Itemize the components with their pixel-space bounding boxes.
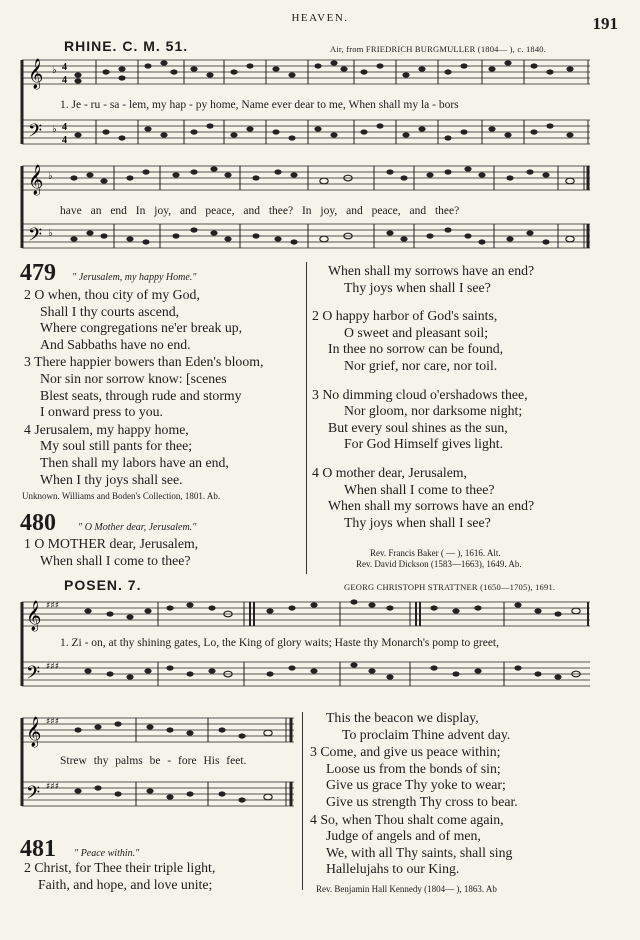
- verse-3: [312, 386, 534, 453]
- hymn-479-right-column: [312, 263, 535, 531]
- verse-line: This the beacon we display,: [326, 710, 479, 725]
- verse-line: 4 Jerusalem, my happy home,: [24, 421, 189, 437]
- verse-line: Judge of angels and of men,: [326, 828, 481, 844]
- svg-text:𝄢: 𝄢: [28, 121, 43, 146]
- verse-line: Hallelujahs to our King.: [326, 861, 460, 877]
- verse-line: Nor grief, nor care, nor toil.: [344, 357, 498, 373]
- verse-line: Give us grace Thy yoke to wear;: [326, 777, 506, 793]
- svg-text:♭: ♭: [48, 228, 53, 239]
- hymn-479-credit-dickson: Rev. David Dickson (1583—1663), 1649. Ab.: [356, 559, 522, 569]
- verse-3: [24, 354, 263, 420]
- tune-title-rhine: RHINE. C. M. 51.: [64, 38, 189, 54]
- music-system-4: [18, 710, 298, 826]
- verse-line: When I thy joys shall see.: [40, 471, 183, 487]
- verse-line: But every soul shines as the sun,: [328, 419, 508, 435]
- column-divider-2: [302, 712, 303, 890]
- lyrics-posen-line1: 1. Zi - on, at thy shining gates, Lo, the King of glory waits; Haste thy Monarch's pomp to greet,: [60, 637, 499, 649]
- verse-line: 2 O happy harbor of God's saints,: [312, 308, 498, 324]
- verse-line: When shall I come to thee?: [344, 481, 495, 497]
- hymn-481-heading: [20, 836, 139, 863]
- svg-text:♭: ♭: [48, 171, 53, 182]
- composer-name: FRIEDRICH BURGMULLER: [365, 44, 476, 54]
- verse-1-continued: [328, 263, 534, 296]
- hymn-480-heading: [20, 510, 196, 537]
- verse-line: 1 O MOTHER dear, Jerusalem,: [24, 536, 199, 551]
- verse-3: [310, 744, 518, 810]
- verse-4: [24, 422, 263, 488]
- hymn-480-verse-1: [24, 536, 198, 569]
- verse-line: When shall I come to thee?: [40, 552, 191, 568]
- verse-line: When shall my sorrows have an end?: [328, 498, 535, 514]
- lyrics-rhine-line1: 1. Je - ru - sa - lem, my hap - py home, Name ever dear to me, When shall my la - bors: [60, 99, 459, 111]
- svg-text:𝄞: 𝄞: [28, 59, 44, 89]
- verse-line: 2 O when, thou city of my God,: [24, 287, 200, 302]
- svg-text:♭: ♭: [52, 124, 57, 135]
- verse-line: Loose us from the bonds of sin;: [326, 760, 501, 776]
- verse-line: 3 Come, and give us peace within;: [310, 744, 501, 760]
- verse-line: Give us strength Thy cross to bear.: [326, 793, 518, 809]
- composer-dates: (1804— ), c. 1840.: [477, 44, 547, 54]
- svg-text:4: 4: [62, 135, 67, 146]
- svg-text:𝄞: 𝄞: [26, 717, 42, 747]
- verse-2-continued: [326, 710, 518, 743]
- tune-title-posen: POSEN. 7.: [64, 577, 142, 593]
- hymn-481-attribution: Rev. Benjamin Hall Kennedy (1804— ), 1863. Ab: [316, 884, 497, 894]
- hymn-481-verse-2-start: [24, 860, 215, 893]
- lyrics-rhine-line2: have an end In joy, and peace, and thee? In joy, and peace, and thee?: [60, 205, 460, 217]
- verse-line: Then shall my labors have an end,: [40, 454, 229, 470]
- tune-credit-rhine: [330, 44, 546, 54]
- verse-line: In thee no sorrow can be found,: [328, 341, 504, 357]
- page-number: 191: [592, 14, 618, 33]
- hymn-479-incipit: " Jerusalem, my happy Home.": [72, 272, 197, 283]
- verse-line: Shall I thy courts ascend,: [40, 303, 180, 319]
- verse-4: [310, 811, 518, 878]
- verse-line: I onward press to you.: [40, 404, 163, 420]
- verse-line: Blest seats, through rude and stormy: [40, 387, 242, 403]
- hymn-480-incipit: " O Mother dear, Jerusalem.": [78, 522, 197, 533]
- verse-2: [312, 308, 534, 374]
- verse-line: We, with all Thy saints, shall sing: [326, 844, 513, 860]
- running-header: HEAVEN.: [291, 12, 349, 24]
- credit-prefix: Air, from: [330, 44, 364, 54]
- svg-text:𝄢: 𝄢: [26, 783, 41, 808]
- verse-2: [24, 287, 263, 353]
- svg-text:♯♯♯: ♯♯♯: [46, 662, 60, 672]
- verse-line: Thy joys when shall I see?: [344, 279, 491, 295]
- svg-text:𝄢: 𝄢: [28, 225, 43, 250]
- hymn-481-incipit: " Peace within.": [74, 848, 140, 859]
- verse-line: Nor sin nor sorrow know: [scenes: [40, 370, 227, 386]
- hymn-479-left-column: [24, 287, 263, 488]
- tune-credit-posen: GEORG CHRISTOPH STRATTNER (1650—1705), 1691.: [344, 582, 556, 592]
- svg-text:𝄞: 𝄞: [28, 165, 44, 195]
- verse-line: 4 O mother dear, Jerusalem,: [312, 464, 467, 480]
- verse-line: O sweet and pleasant soil;: [344, 324, 489, 340]
- lyrics-posen-line2: Strew thy palms be - fore His feet.: [60, 755, 247, 767]
- music-system-3: [18, 594, 594, 704]
- svg-text:♯♯♯: ♯♯♯: [46, 717, 60, 727]
- svg-text:♯♯♯: ♯♯♯: [46, 601, 60, 611]
- svg-text:𝄢: 𝄢: [26, 663, 41, 688]
- column-divider: [306, 262, 307, 574]
- verse-line: My soul still pants for thee;: [40, 438, 193, 454]
- verse-line: 3 No dimming cloud o'ershadows thee,: [312, 386, 528, 402]
- hymn-481-right-column: [310, 710, 518, 878]
- verse-line: 4 So, when Thou shalt come again,: [310, 811, 504, 827]
- verse-line: Nor gloom, nor darksome night;: [344, 403, 523, 419]
- svg-text:♯♯♯: ♯♯♯: [46, 782, 60, 792]
- hymn-479-heading: [20, 260, 196, 287]
- verse-line: 2 Christ, for Thee their triple light,: [24, 860, 216, 875]
- svg-text:4: 4: [62, 122, 67, 133]
- svg-text:4: 4: [62, 75, 67, 86]
- verse-line: For God Himself gives light.: [344, 436, 504, 452]
- verse-line: And Sabbaths have no end.: [40, 336, 191, 352]
- hymn-number-479: 479: [20, 260, 56, 286]
- svg-text:4: 4: [62, 62, 67, 73]
- svg-text:𝄞: 𝄞: [26, 601, 42, 631]
- verse-4: [312, 464, 535, 531]
- hymn-479-attribution: Unknown. Williams and Boden's Collection, 1801. Ab.: [22, 491, 221, 501]
- hymn-number-481: 481: [20, 836, 56, 862]
- verse-line: Where congregations ne'er break up,: [40, 320, 243, 336]
- verse-line: Thy joys when shall I see?: [344, 514, 491, 530]
- hymn-number-480: 480: [20, 510, 56, 536]
- verse-line: 3 There happier bowers than Eden's bloom,: [24, 354, 264, 370]
- svg-text:♭: ♭: [52, 65, 57, 76]
- verse-line: Faith, and hope, and love unite;: [38, 876, 213, 892]
- verse-line: To proclaim Thine advent day.: [342, 726, 511, 742]
- verse-line: When shall my sorrows have an end?: [328, 263, 535, 278]
- hymn-479-credit-baker: Rev. Francis Baker ( — ), 1616. Alt.: [370, 548, 501, 558]
